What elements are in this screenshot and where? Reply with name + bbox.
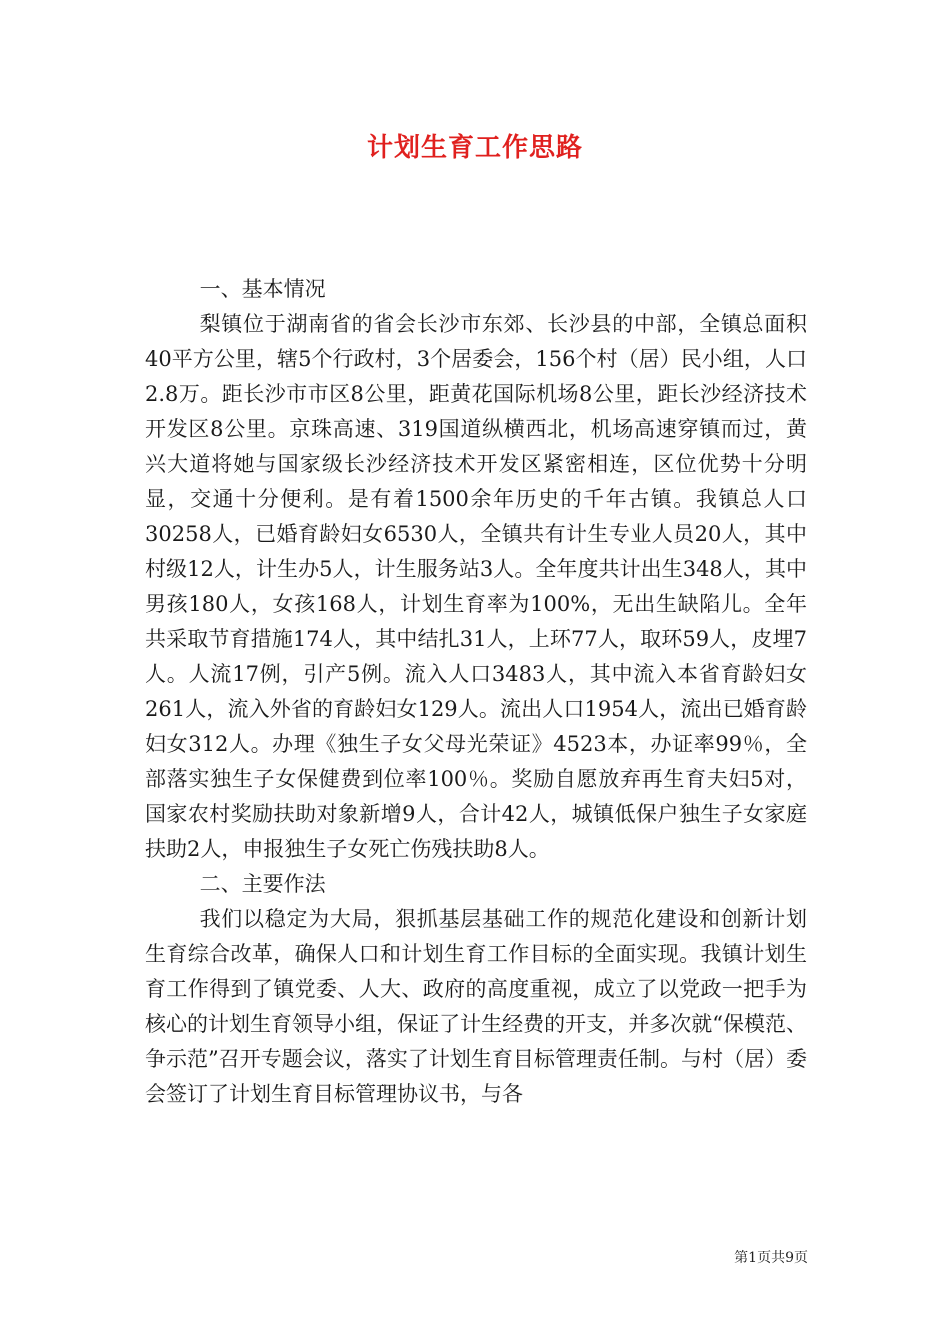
section-heading-main-practices: 二、主要作法 [199,872,326,896]
paragraph-main-practices: 我们以稳定为大局，狠抓基层基础工作的规范化建设和创新计划生育综合改革，确保人口和计划生育工作目标的全面实现。我镇计划生育工作得到了镇党委、人大、政府的高度重视，成立了以党政一把手为核心的计划生育领导小组，保证了计生经费的开支，并多次就“保模范、争示范”召开专题会议，落实了计划生育目标管理责任制。与村（居）委会签订了计划生育目标管理协议书，与各 [145,907,807,1106]
page-number [700,1249,808,1267]
section-heading-basic-situation: 一、基本情况 [199,277,326,301]
page-number-label: 第1页共9页 [734,1250,808,1266]
paragraph-basic-situation: 梨镇位于湖南省的省会长沙市东郊、长沙县的中部，全镇总面积40平方公里，辖5个行政村，3个居委会，156个村（居）民小组，人口2.8万。距长沙市市区8公里，距黄花国际机场8公里，距长沙经济技术开发区8公里。京珠高速、319国道纵横西北，机场高速穿镇而过，黄兴大道将她与国家级长沙经济技术开发区紧密相连，区位优势十分明显，交通十分便利。是有着1500余年历史的千年古镇。我镇总人口30258人，已婚育龄妇女6530人，全镇共有计生专业人员20人，其中村级12人，计生办5人，计生服务站3人。全年度共计出生348人，其中男孩180人，女孩168人，计划生育率为100%，无出生缺陷儿。全年共采取节育措施174人，其中结扎31人，上环77人，取环59人，皮埋7人。人流17例，引产5例。流入人口3483人，其中流入本省育龄妇女261人，流入外省的育龄妇女129人。流出人口1954人，流出已婚育龄妇女312人。办理《独生子女父母光荣证》4523本，办证率99％，全部落实独生子女保健费到位率100％。奖励自愿放弃再生育夫妇5对，国家农村奖励扶助对象新增9人，合计42人，城镇低保户独生子女家庭扶助2人，申报独生子女死亡伤残扶助8人。 [145,312,807,861]
page-title: 计划生育工作思路 [366,133,583,163]
document-body [145,272,807,1112]
